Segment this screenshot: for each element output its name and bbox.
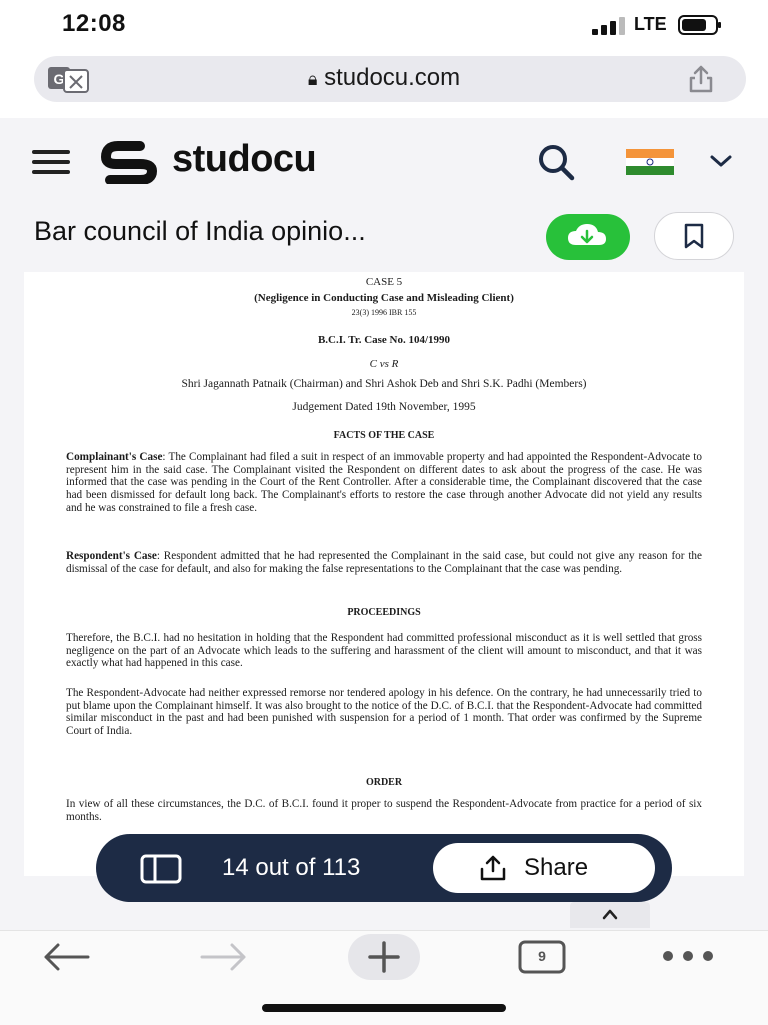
- tr-case-number: B.C.I. Tr. Case No. 104/1990: [317, 334, 451, 346]
- complainant-case-paragraph: [66, 451, 702, 515]
- case-number: CASE 5: [365, 276, 403, 288]
- sidebar-toggle-icon[interactable]: [140, 854, 182, 884]
- status-time: 12:08: [62, 10, 126, 37]
- network-label: LTE: [634, 14, 667, 34]
- complainant-text: : The Complainant had filed a suit in respect of an immovable property and had appointed the Respondent-Advocate to represent him in the said case. The Complainant visited the Respondent on different dates to ask about the progress of the case. He was informed that the case was pending in the Court of the Rent Controller. After a considerable time, the Complainant discovered that the case had been dismissed for default long back. The Complainant's efforts to restore the case through another Advocate did not yield any results and he was constrained to file a fresh case.: [66, 451, 703, 514]
- document-title: Bar council of India opinio...: [34, 216, 366, 246]
- cloud-download-icon: [546, 214, 630, 260]
- case-subtitle: (Negligence in Conducting Case and Misleading Client): [254, 292, 514, 304]
- share-icon: [478, 855, 508, 881]
- battery-icon: [678, 15, 722, 35]
- share-page-icon[interactable]: [686, 64, 716, 94]
- bookmark-button[interactable]: [654, 212, 734, 260]
- download-button[interactable]: [546, 214, 630, 260]
- menu-icon[interactable]: [32, 148, 70, 176]
- respondent-text: : Respondent admitted that he had represented the Complainant in the said case, but could not give any reason for the dismissal of the case for default, and also for making the false representations to the Complainant that the case was pending.: [66, 550, 702, 575]
- respondent-label: Respondent's Case: [66, 550, 157, 562]
- plus-icon: [348, 934, 420, 980]
- tab-count[interactable]: 9: [538, 948, 546, 964]
- case-parties: C vs R: [369, 358, 399, 370]
- studocu-logo-icon[interactable]: [100, 140, 166, 184]
- more-options-icon[interactable]: [660, 948, 716, 964]
- svg-text:G: G: [53, 71, 65, 87]
- share-label[interactable]: Share: [524, 854, 589, 881]
- forward-arrow-icon[interactable]: [198, 940, 250, 974]
- judgement-date: Judgement Dated 19th November, 1995: [292, 401, 476, 413]
- order-heading: ORDER: [365, 777, 403, 788]
- chevron-down-icon[interactable]: [708, 152, 734, 170]
- bookmark-icon: [655, 213, 733, 259]
- facts-heading: FACTS OF THE CASE: [333, 430, 435, 441]
- new-tab-button[interactable]: [348, 934, 420, 980]
- page-counter: 14 out of 113: [222, 854, 361, 881]
- logo-text[interactable]: studocu: [172, 138, 317, 180]
- case-citation: 23(3) 1996 IBR 155: [351, 308, 417, 317]
- signal-icon: [592, 17, 628, 35]
- url-text: studocu.com: [324, 64, 461, 91]
- home-indicator[interactable]: [262, 1004, 506, 1012]
- complainant-label: Complainant's Case: [66, 451, 163, 463]
- proceedings-heading: PROCEEDINGS: [347, 607, 421, 618]
- url-display[interactable]: [0, 64, 768, 92]
- search-icon[interactable]: [532, 142, 582, 182]
- order-paragraph: In view of all these circumstances, the D.C. of B.C.I. found it proper to suspend the Respondent-Advocate from practice for a period of six months.: [66, 798, 702, 823]
- bench-members: Shri Jagannath Patnaik (Chairman) and Shri Ashok Deb and Shri S.K. Padhi (Members): [181, 378, 587, 390]
- respondent-case-paragraph: [66, 550, 702, 575]
- proceedings-paragraph-1: Therefore, the B.C.I. had no hesitation in holding that the Respondent had committed professional misconduct as it is well settled that gross negligence on the part of an Advocate which leads to the suffering and harassment of the client will amount to misconduct, and that it was exactly what had happened in this case.: [66, 632, 702, 670]
- back-arrow-icon[interactable]: [40, 940, 92, 974]
- india-flag-icon[interactable]: [626, 149, 674, 175]
- chevron-up-icon[interactable]: [601, 908, 619, 920]
- lock-icon: 🔒︎: [307, 69, 318, 89]
- proceedings-paragraph-2: The Respondent-Advocate had neither expressed remorse nor tendered apology in his defence. On the contrary, he had unnecessarily tried to put blame upon the Complainant himself. It was also brought to the notice of the D.C. of B.C.I. that the Respondent-Advocate had committed similar misconduct in the past and had been punished with suspension for a period of 1 month. That order was confirmed by the Supreme Court of India.: [66, 687, 702, 738]
